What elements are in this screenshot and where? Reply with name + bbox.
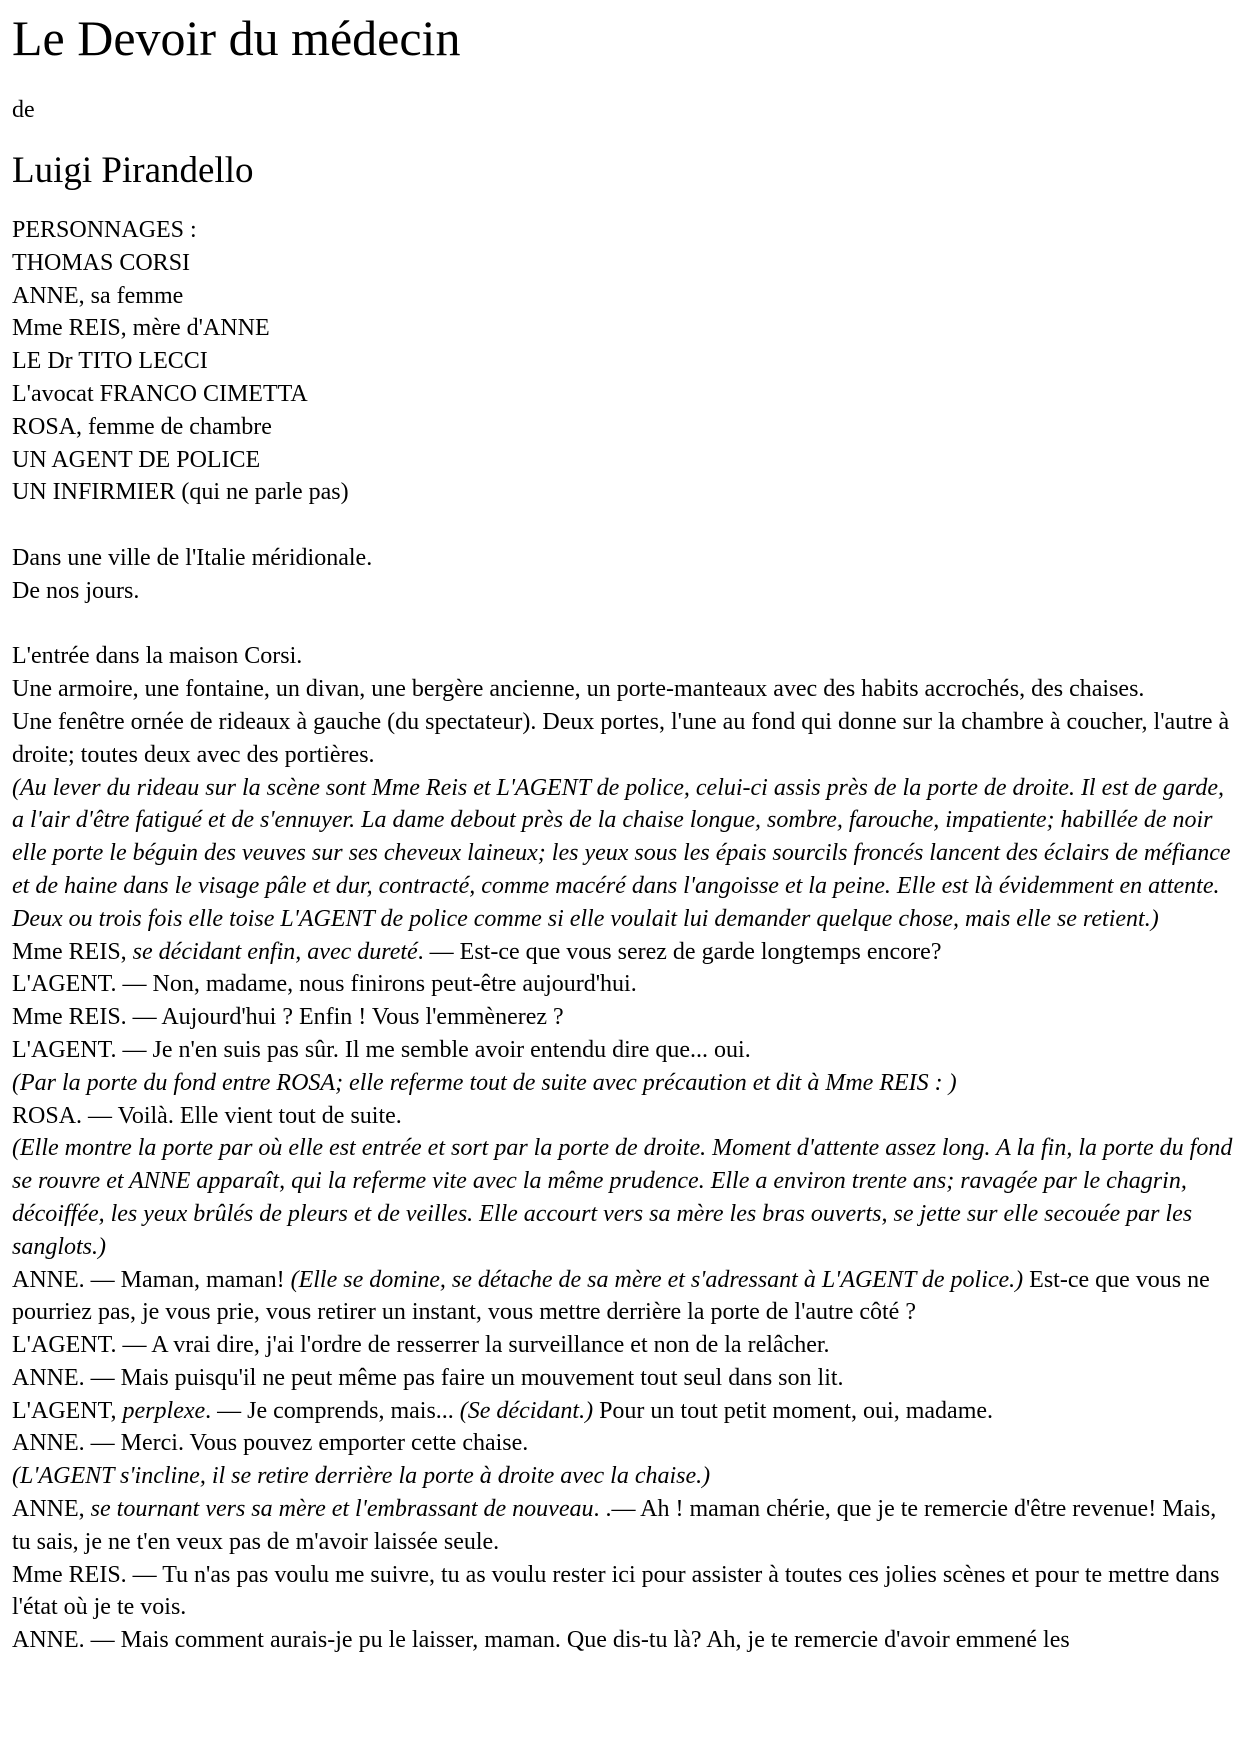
speaker: Mme REIS, bbox=[12, 938, 127, 965]
scene-text bbox=[12, 640, 1234, 1657]
speech: Pour un tout petit moment, oui, madame. bbox=[593, 1397, 994, 1424]
stage-direction-inline: (Se décidant.) bbox=[459, 1397, 594, 1424]
stage-direction-inline: perplexe bbox=[122, 1397, 206, 1424]
cast-item: L'avocat FRANCO CIMETTA bbox=[12, 380, 308, 407]
speech: . — Est-ce que vous serez de garde longtemps encore? bbox=[417, 938, 942, 965]
speaker: L'AGENT, bbox=[12, 1397, 123, 1424]
dialogue-line bbox=[12, 1493, 1234, 1559]
dialogue-line bbox=[12, 1264, 1234, 1330]
cast-item: Mme REIS, mère d'ANNE bbox=[12, 315, 270, 342]
dialogue-line bbox=[12, 936, 1234, 969]
dialogue-line bbox=[12, 1395, 1234, 1428]
dialogue-line: Mme REIS. — Tu n'as pas voulu me suivre, tu as voulu rester ici pour assister à toutes ces jolies scènes et pour te mettre dans l'état où je te vois. bbox=[12, 1561, 1220, 1621]
cast-item: THOMAS CORSI bbox=[12, 249, 191, 276]
dialogue-line: Mme REIS. — Aujourd'hui ? Enfin ! Vous l'emmènerez ? bbox=[12, 1004, 564, 1031]
cast-item: UN AGENT DE POLICE bbox=[12, 446, 261, 473]
byline-de: de bbox=[12, 97, 35, 123]
speech: ANNE. — Maman, maman! bbox=[12, 1266, 291, 1293]
cast-item: UN INFIRMIER (qui ne parle pas) bbox=[12, 479, 349, 506]
scene-layout: Une fenêtre ornée de rideaux à gauche (du spectateur). Deux portes, l'une au fond qui donne sur la chambre à coucher, l'autre à droite; toutes deux avec des portières. bbox=[12, 708, 1230, 768]
cast-item: ROSA, femme de chambre bbox=[12, 413, 272, 440]
setting bbox=[12, 542, 1234, 608]
dialogue-line: L'AGENT. — A vrai dire, j'ai l'ordre de resserrer la surveillance et non de la relâcher. bbox=[12, 1332, 830, 1359]
stage-direction-inline: se tournant vers sa mère et l'embrassant de nouveau bbox=[90, 1496, 594, 1523]
stage-direction: (Par la porte du fond entre ROSA; elle referme tout de suite avec précaution et dit à Mme REIS : ) bbox=[12, 1069, 957, 1096]
cast-list bbox=[12, 214, 1234, 509]
scene-furniture: Une armoire, une fontaine, un divan, une bergère ancienne, un porte-manteaux avec des habits accrochés, des chaises. bbox=[12, 676, 1145, 703]
cast-item: LE Dr TITO LECCI bbox=[12, 348, 208, 375]
speech: Est-ce que vous ne pourriez pas, je vous prie, vous retirer un instant, vous mettre derrière la porte de l'autre côté ? bbox=[12, 1266, 1210, 1326]
speaker: ANNE, bbox=[12, 1496, 91, 1523]
stage-direction: (Au lever du rideau sur la scène sont Mme Reis et L'AGENT de police, celui-ci assis près de la porte de droite. Il est de garde, a l'air d'être fatigué et de s'ennuyer. La dame debout près de la chaise longue, sombre, farouche, impatiente; habillée de noir elle porte le béguin des veuves sur ses cheveux laineux; les yeux sous les épais sourcils froncés lancent des éclairs de méfiance et de haine dans le visage pâle et dur, contracté, comme macéré dans l'angoisse et la peine. Elle est là évidemment en attente. Deux ou trois fois elle toise L'AGENT de police comme si elle voulait lui demander quelque chose, mais elle se retient.) bbox=[12, 774, 1231, 932]
stage-direction: (Elle montre la porte par où elle est entrée et sort par la porte de droite. Moment d'attente assez long. A la fin, la porte du fond se rouvre et ANNE apparaît, qui la referme vite avec la même prudence. Elle a environ trente ans; ravagée par le chagrin, décoiffée, les yeux brûlés de pleurs et de veilles. Elle accourt vers sa mère les bras ouverts, se jette sur elle secouée par les sanglots.) bbox=[12, 1135, 1233, 1260]
setting-time: De nos jours. bbox=[12, 577, 140, 604]
dialogue-line: ANNE. — Mais comment aurais-je pu le laisser, maman. Que dis-tu là? Ah, je te remercie d'avoir emmené les bbox=[12, 1627, 1070, 1654]
speech: . — Je comprends, mais... bbox=[205, 1397, 460, 1424]
speech: . .— Ah ! maman chérie, que je te remercie d'être revenue! Mais, tu sais, je ne t'en veux pas de m'avoir laissée seule. bbox=[12, 1496, 1217, 1555]
cast-heading: PERSONNAGES : bbox=[12, 217, 197, 243]
dialogue-line: ROSA. — Voilà. Elle vient tout de suite. bbox=[12, 1102, 402, 1129]
stage-direction-inline: se décidant enfin, avec dureté bbox=[126, 938, 418, 965]
cast-item: ANNE, sa femme bbox=[12, 282, 184, 309]
dialogue-line: L'AGENT. — Non, madame, nous finirons peut-être aujourd'hui. bbox=[12, 971, 637, 998]
dialogue-line: ANNE. — Merci. Vous pouvez emporter cette chaise. bbox=[12, 1430, 529, 1457]
dialogue-line: L'AGENT. — Je n'en suis pas sûr. Il me semble avoir entendu dire que... oui. bbox=[12, 1036, 751, 1063]
stage-direction: (L'AGENT s'incline, il se retire derrière la porte à droite avec la chaise.) bbox=[12, 1463, 711, 1490]
document-page bbox=[0, 10, 1240, 1657]
stage-direction-inline: (Elle se domine, se détache de sa mère et s'adressant à L'AGENT de police.) bbox=[290, 1266, 1024, 1293]
author-name: Luigi Pirandello bbox=[12, 150, 254, 191]
play-title: Le Devoir du médecin bbox=[12, 10, 461, 66]
setting-place: Dans une ville de l'Italie méridionale. bbox=[12, 544, 373, 571]
dialogue-line: ANNE. — Mais puisqu'il ne peut même pas faire un mouvement tout seul dans son lit. bbox=[12, 1364, 844, 1391]
scene-location: L'entrée dans la maison Corsi. bbox=[12, 643, 303, 670]
